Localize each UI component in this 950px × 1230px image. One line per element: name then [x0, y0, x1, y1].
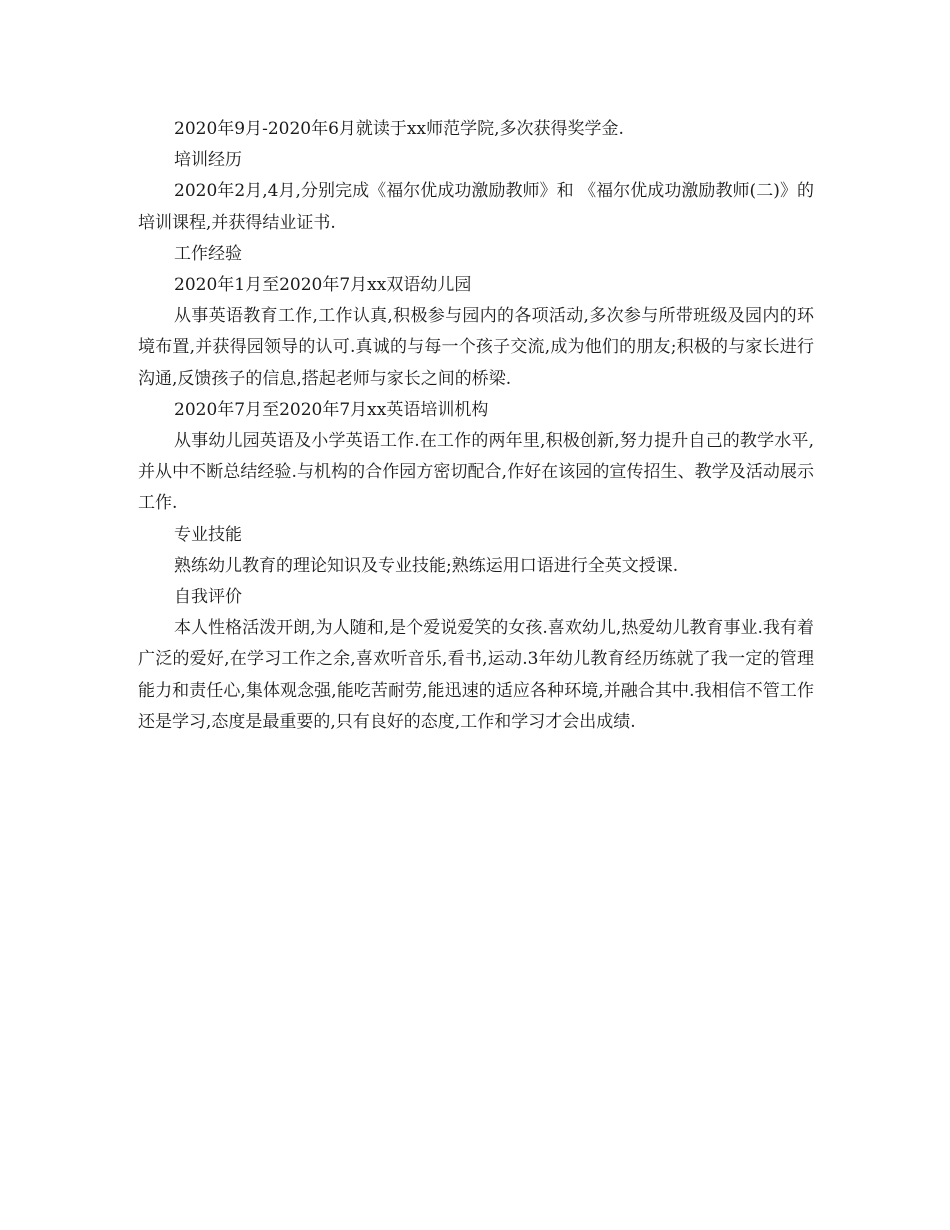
education-paragraph: 2020年9月-2020年6月就读于xx师范学院,多次获得奖学金. — [174, 119, 624, 139]
job-2-title: 2020年7月至2020年7月xx英语培训机构 — [174, 399, 489, 420]
work-experience-heading: 工作经验 — [174, 243, 242, 264]
document-body — [138, 114, 814, 738]
job-2-description: 从事幼儿园英语及小学英语工作.在工作的两年里,积极创新,努力提升自己的教学水平,并从中不断总结经验.与机构的合作园方密切配合,作好在该园的宣传招生、教学及活动展示工作. — [138, 431, 814, 514]
self-evaluation-heading: 自我评价 — [174, 587, 242, 608]
training-paragraph: 2020年2月,4月,分别完成《福尔优成功激励教师》和 《福尔优成功激励教师(二)》的培训课程,并获得结业证书. — [138, 181, 814, 233]
self-evaluation-paragraph: 本人性格活泼开朗,为人随和,是个爱说爱笑的女孩.喜欢幼儿,热爱幼儿教育事业.我有着广泛的爱好,在学习工作之余,喜欢听音乐,看书,运动.3年幼儿教育经历练就了我一定的管理能力和责任心,集体观念强,能吃苦耐劳,能迅速的适应各种环境,并融合其中.我相信不管工作还是学习,态度是最重要的,只有良好的态度,工作和学习才会出成绩. — [138, 618, 814, 732]
job-1-title: 2020年1月至2020年7月xx双语幼儿园 — [174, 275, 472, 296]
training-heading: 培训经历 — [174, 150, 242, 171]
job-1-description: 从事英语教育工作,工作认真,积极参与园内的各项活动,多次参与所带班级及园内的环境布置,并获得园领导的认可.真诚的与每一个孩子交流,成为他们的朋友;积极的与家长进行沟通,反馈孩子的信息,搭起老师与家长之间的桥梁. — [138, 306, 814, 389]
skills-paragraph: 熟练幼儿教育的理论知识及专业技能;熟练运用口语进行全英文授课. — [174, 555, 679, 576]
skills-heading: 专业技能 — [174, 524, 242, 545]
